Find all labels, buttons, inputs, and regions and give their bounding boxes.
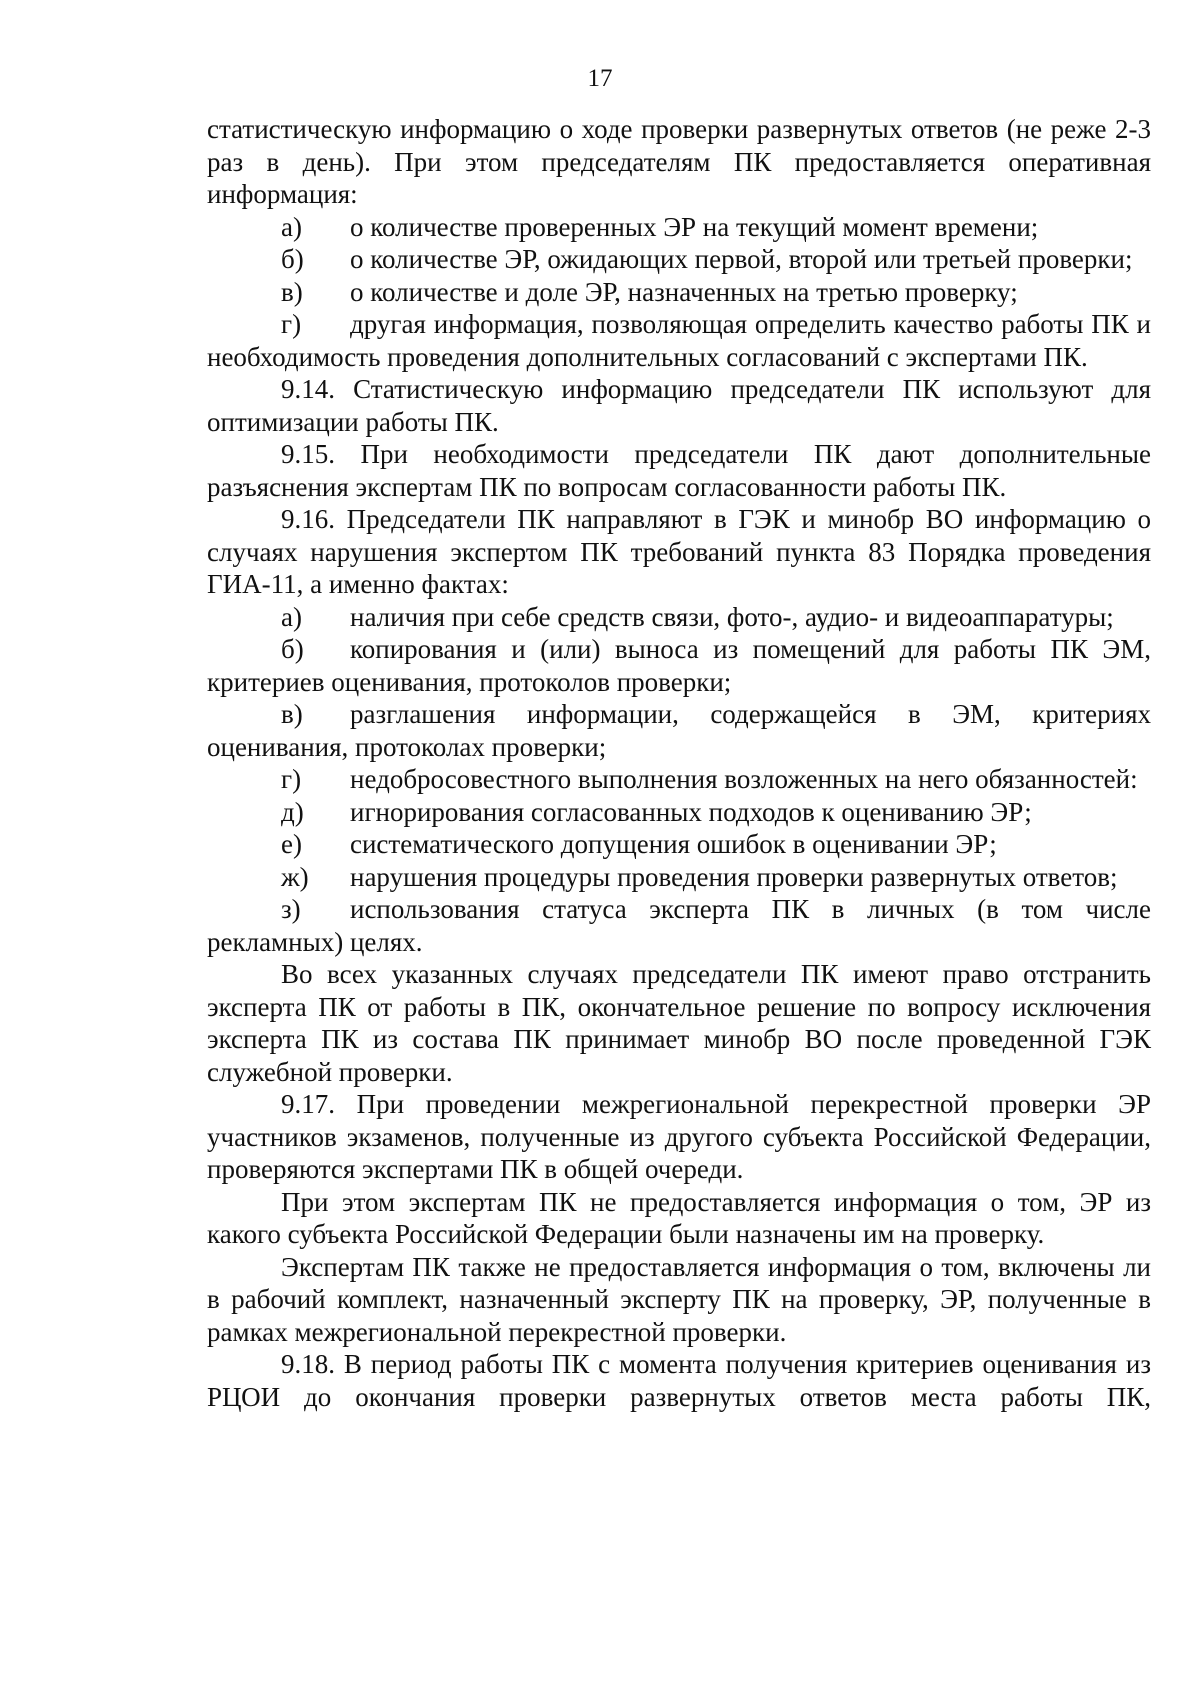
list-text: другая информация, позволяющая определить качество работы ПК и необходимость проведения дополнительных согласований с экспертами ПК. <box>207 309 1151 372</box>
list-text: о количестве ЭР, ожидающих первой, второй или третьей проверки; <box>350 244 1133 274</box>
list-marker: б) <box>281 634 304 664</box>
violation-item-b <box>207 633 1151 698</box>
list-text: копирования и (или) выноса из помещений для работы ПК ЭМ, критериев оценивания, протоколов проверки; <box>207 634 1151 697</box>
list-marker: е) <box>281 829 302 859</box>
violation-item-z <box>207 893 1151 958</box>
list-marker: в) <box>281 276 303 307</box>
list-item-g <box>207 308 1151 373</box>
paragraph-9-14: 9.14. Статистическую информацию председатели ПК используют для оптимизации работы ПК. <box>207 374 1151 437</box>
paragraph-no-kit-info: Экспертам ПК также не предоставляется информация о том, включены ли в рабочий комплект, назначенный эксперту ПК на проверку, ЭР, полученные в рамках межрегиональной перекрестной проверки. <box>207 1251 1151 1347</box>
list-item-v <box>207 276 1151 309</box>
violation-item-g <box>207 763 1151 796</box>
violation-item-zh <box>207 861 1151 894</box>
violation-item-e <box>207 828 1151 861</box>
list-marker: а) <box>281 601 302 632</box>
violation-item-v <box>207 698 1151 763</box>
list-text: систематического допущения ошибок в оценивании ЭР; <box>350 829 997 859</box>
list-marker: а) <box>281 211 302 242</box>
document-body <box>207 113 1151 1413</box>
list-text: наличия при себе средств связи, фото-, аудио- и видеоаппаратуры; <box>350 601 1114 632</box>
list-marker: г) <box>281 309 302 339</box>
paragraph-9-16: 9.16. Председатели ПК направляют в ГЭК и минобр ВО информацию о случаях нарушения экспертом ПК требований пункта 83 Порядка проведения ГИА-11, а именно фактах: <box>207 504 1151 599</box>
paragraph-9-18: 9.18. В период работы ПК с момента получения критериев оценивания из РЦОИ до окончания проверки развернутых ответов места работы ПК, <box>207 1349 1151 1412</box>
list-marker: ж) <box>281 861 309 892</box>
list-marker: д) <box>281 796 304 827</box>
list-item-b <box>207 243 1151 276</box>
list-marker: г) <box>281 764 302 794</box>
paragraph-no-region-info: При этом экспертам ПК не предоставляется информация о том, ЭР из какого субъекта Российской Федерации были назначены им на проверку. <box>207 1186 1151 1249</box>
list-text: разглашения информации, содержащейся в ЭМ, критериях оценивания, протоколах проверки; <box>207 699 1151 762</box>
list-text: игнорирования согласованных подходов к оцениванию ЭР; <box>350 796 1032 827</box>
paragraph-9-17: 9.17. При проведении межрегиональной перекрестной проверки ЭР участников экзаменов, полученные из другого субъекта Российской Федерации, проверяются экспертами ПК в общей очереди. <box>207 1089 1151 1184</box>
violation-item-d <box>207 796 1151 829</box>
violation-item-a <box>207 601 1151 634</box>
list-marker: в) <box>281 699 303 729</box>
list-text: недобросовестного выполнения возложенных на него обязанностей: <box>350 764 1138 794</box>
list-text: о количестве и доле ЭР, назначенных на третью проверку; <box>350 276 1018 307</box>
list-marker: б) <box>281 244 304 274</box>
list-item-a <box>207 211 1151 244</box>
list-text: нарушения процедуры проведения проверки развернутых ответов; <box>350 861 1118 892</box>
page-number: 17 <box>587 65 613 92</box>
paragraph-intro: статистическую информацию о ходе проверки развернутых ответов (не реже 2-3 раз в день). При этом председателям ПК предоставляется оперативная информация: <box>207 114 1151 209</box>
list-text: использования статуса эксперта ПК в личных (в том числе рекламных) целях. <box>207 894 1151 957</box>
list-text: о количестве проверенных ЭР на текущий момент времени; <box>350 211 1039 242</box>
paragraph-9-15: 9.15. При необходимости председатели ПК дают дополнительные разъяснения экспертам ПК по вопросам согласованности работы ПК. <box>207 439 1151 502</box>
paragraph-all-cases: Во всех указанных случаях председатели ПК имеют право отстранить эксперта ПК от работы в ПК, окончательное решение по вопросу исключения эксперта ПК из состава ПК принимает минобр ВО после проведенной ГЭК служебной проверки. <box>207 959 1151 1087</box>
list-marker: з) <box>281 894 301 924</box>
